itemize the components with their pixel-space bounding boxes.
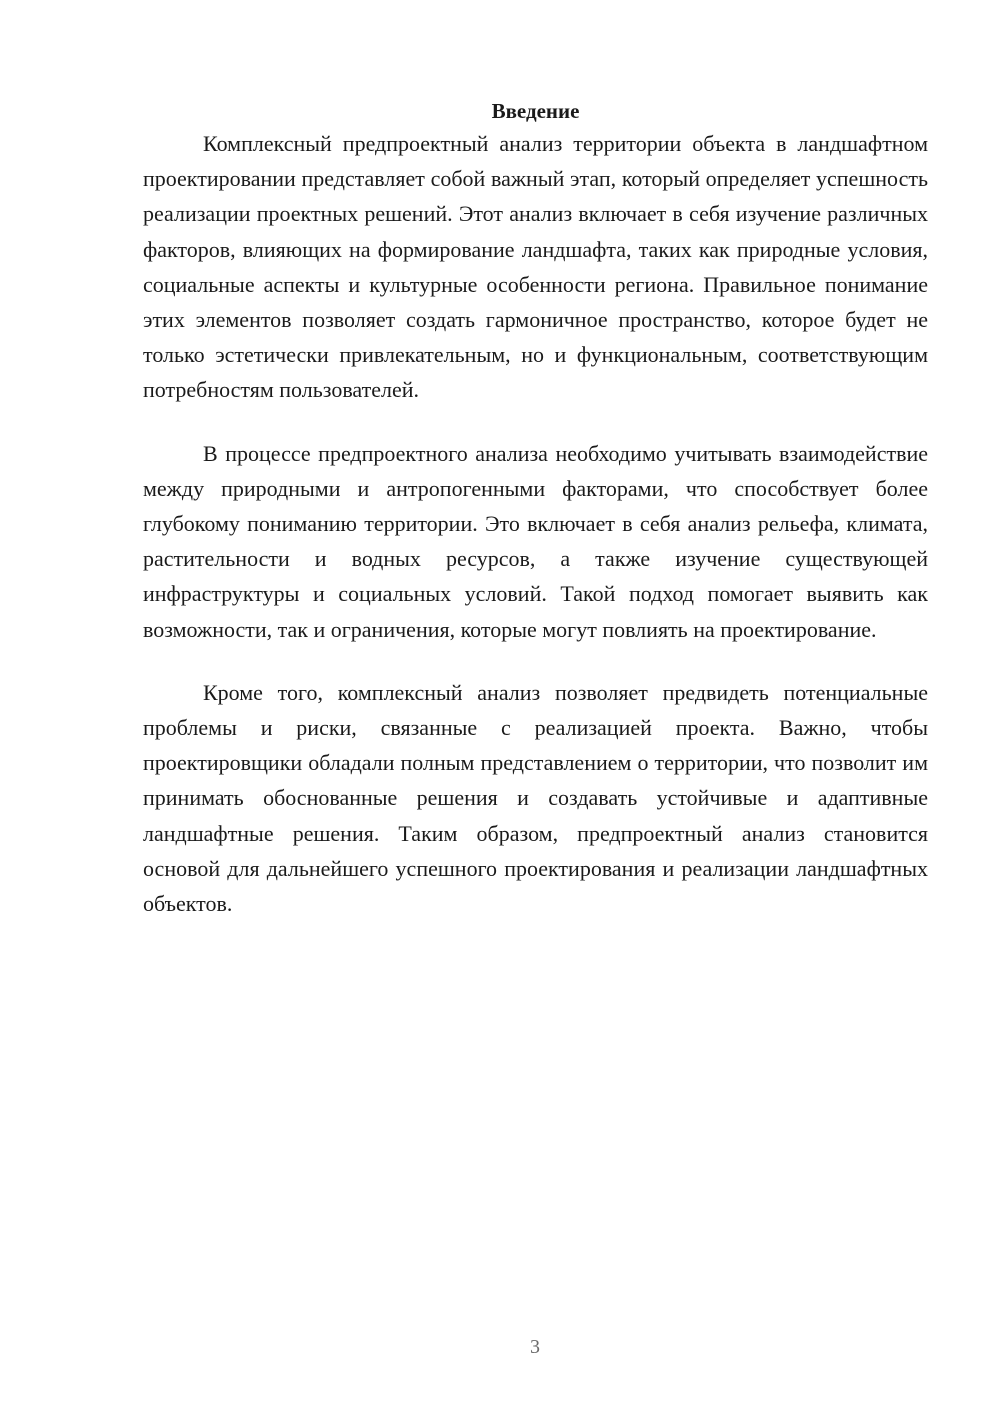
page-number: 3 [530,1336,540,1358]
paragraph-3: Кроме того, комплексный анализ позволяет предвидеть потенциальные проблемы и риски, связанные с реализацией проекта. Важно, чтобы проектировщики обладали полным представлением о территории, что позволит им принимать обоснованные решения и создавать устойчивые и адаптивные ландшафтные решения. Таким образом, предпроектный анализ становится основой для дальнейшего успешного проектирования и реализации ландшафтных объектов. [143,679,928,917]
paragraph-2: В процессе предпроектного анализа необходимо учитывать взаимодействие между природными и антропогенными факторами, что способствует более глубокому пониманию территории. Это включает в себя анализ рельефа, климата, растительности и водных ресурсов, а также изучение существующей инфраструктуры и социальных условий. Такой подход помогает выявить как возможности, так и ограничения, которые могут повлиять на проектирование. [143,440,928,642]
paragraph-1: Комплексный предпроектный анализ территории объекта в ландшафтном проектировании представляет собой важный этап, который определяет успешность реализации проектных решений. Этот анализ включает в себя изучение различных факторов, влияющих на формирование ландшафта, таких как природные условия, социальные аспекты и культурные особенности региона. Правильное понимание этих элементов позволяет создать гармоничное пространство, которое будет не только эстетически привлекательным, но и функциональным, соответствующим потребностям пользователей. [143,131,928,403]
page-content [143,96,928,921]
section-title: Введение [491,99,580,123]
